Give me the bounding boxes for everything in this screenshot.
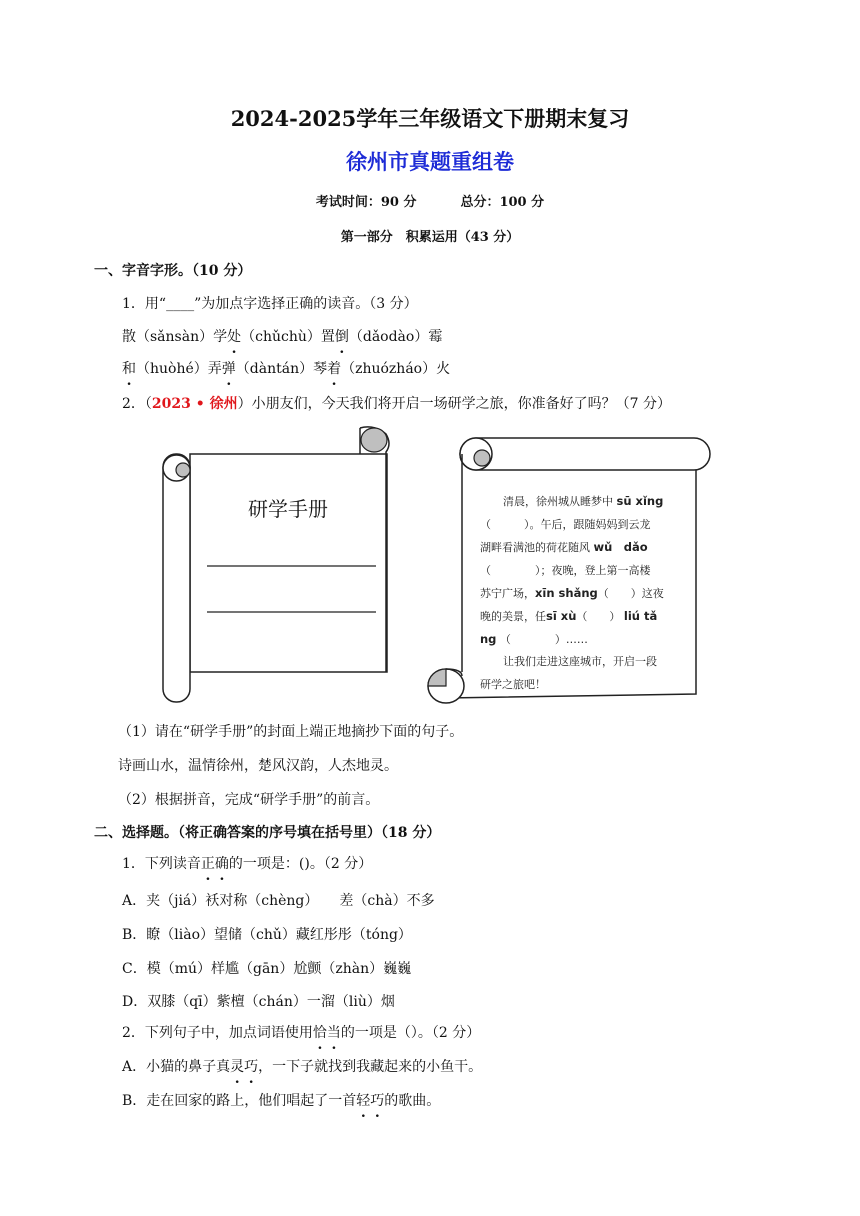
dotted-char: 恰 <box>312 1025 327 1041</box>
dotted-char: 确 <box>214 856 229 872</box>
q2-source: 2023 • 徐州 <box>151 396 238 412</box>
text-run: （sǎnsàn）学 <box>136 329 228 345</box>
part-one-heading: 第一部分 积累运用（43 分） <box>340 230 520 245</box>
dotted-char: 着 <box>327 361 342 377</box>
text-run: ，一下子就找到我藏起来的小鱼干。 <box>258 1059 483 1075</box>
s2-q1-prompt <box>122 853 372 873</box>
s2-q1-option-d: D．双膝（qī）紫檀（chán）一溜（liù）烟 <box>122 994 395 1010</box>
dotted-char: 当 <box>326 1025 341 1041</box>
text-run: 的一项是（）。（2 分） <box>340 1025 481 1041</box>
s2-q2-option-a <box>122 1056 482 1076</box>
preface-line-6: 晚的美景，任sī xù（ ） liú tǎ <box>480 609 658 623</box>
q2-sub1: （1）请在“研学手册”的封面上端正地摘抄下面的句子。 <box>118 724 464 740</box>
text-run: A．小猫的鼻子真 <box>122 1059 231 1075</box>
dotted-char: 和 <box>122 361 136 377</box>
q2-sub2: （2）根据拼音，完成“研学手册”的前言。 <box>118 792 380 808</box>
preface-line-5: 苏宁广场，xīn shǎng（ ）这夜 <box>480 586 664 600</box>
preface-line-1: 清晨，徐州城从睡梦中 sū xǐng <box>503 494 664 508</box>
q1-prompt: 1．用“____”为加点字选择正确的读音。（3 分） <box>122 296 418 312</box>
text-run: B．走在回家的路上，他们唱起了一首 <box>122 1093 357 1109</box>
handbook-left-roll <box>163 454 190 702</box>
total-score: 总分：100 分 <box>460 195 545 210</box>
preface-line-7: ng （ ）…… <box>480 632 588 646</box>
preface-line-2: （ ）。午后，跟随妈妈到云龙 <box>480 518 651 531</box>
text-run: （huòhé）弄 <box>136 361 222 377</box>
preface-line-3: 湖畔看满池的荷花随风 wǔ dǎo <box>480 540 648 554</box>
copy-sentence: 诗画山水，温情徐州，楚风汉韵，人杰地灵。 <box>118 758 398 774</box>
exam-time: 考试时间：90 分 <box>315 195 417 210</box>
s2-q2-prompt <box>122 1022 480 1042</box>
text-run: （dàntán）琴 <box>235 361 328 377</box>
dotted-char: 轻 <box>356 1093 371 1109</box>
page-subtitle: 徐州市真题重组卷 <box>346 149 514 174</box>
handbook-illustration <box>160 424 394 706</box>
preface-line-9: 研学之旅吧！ <box>480 678 546 691</box>
text-run: 2．下列句子中，加点词语使用 <box>122 1025 313 1041</box>
dotted-char: 弹 <box>221 361 236 377</box>
dotted-char: 正 <box>200 856 215 872</box>
q2-prompt <box>122 393 671 413</box>
q1-line1 <box>122 326 442 346</box>
s2-q1-option-b: B．瞭（liào）望储（chǔ）藏红彤彤（tóng） <box>122 927 412 943</box>
dotted-char: 倒 <box>334 329 349 345</box>
exam-info <box>0 191 860 210</box>
preface-line-8: 让我们走进这座城市，开启一段 <box>503 655 657 668</box>
page-title: 2024-2025学年三年级语文下册期末复习 <box>230 106 630 131</box>
preface-line-4: （ ）；夜晚，登上第一高楼 <box>480 564 651 577</box>
scroll-bottom-icon <box>428 669 446 686</box>
handbook-title: 研学手册 <box>248 497 328 521</box>
s2-q1-option-a: A．夹（jiá）袄对称（chèng） 差（chà）不多 <box>122 893 435 909</box>
text-run: 的一项是：()。（2 分） <box>228 856 373 872</box>
text-run: （dǎodào）霉 <box>348 329 443 345</box>
handbook-page <box>190 454 387 672</box>
dotted-char: 巧 <box>370 1093 385 1109</box>
text-run: （zhuózháo）火 <box>341 361 451 377</box>
q2-number: 2．（ <box>122 396 152 412</box>
dotted-char: 巧 <box>244 1059 259 1075</box>
text-run: 1．下列读音 <box>122 856 201 872</box>
text-run: 散 <box>122 329 136 345</box>
section1-heading: 一、字音字形。（10 分） <box>94 263 252 279</box>
roll-end-icon <box>176 463 190 477</box>
text-run: （chǔchù）置 <box>241 329 335 345</box>
s2-q1-option-c: C．模（mú）样尴（gān）尬颤（zhàn）巍巍 <box>122 961 412 977</box>
q1-line2 <box>122 358 450 378</box>
section2-heading: 二、选择题。（将正确答案的序号填在括号里）（18 分） <box>94 825 441 841</box>
dotted-char: 灵 <box>230 1059 245 1075</box>
roll-top-icon <box>361 428 387 452</box>
scroll-top-roll <box>460 438 710 470</box>
s2-q2-option-b <box>122 1090 440 1110</box>
text-run: 的歌曲。 <box>384 1093 441 1109</box>
scroll-roll-icon <box>474 450 490 466</box>
q2-text: ）小朋友们，今天我们将开启一场研学之旅，你准备好了吗？（7 分） <box>237 396 671 412</box>
dotted-char: 处 <box>227 329 242 345</box>
